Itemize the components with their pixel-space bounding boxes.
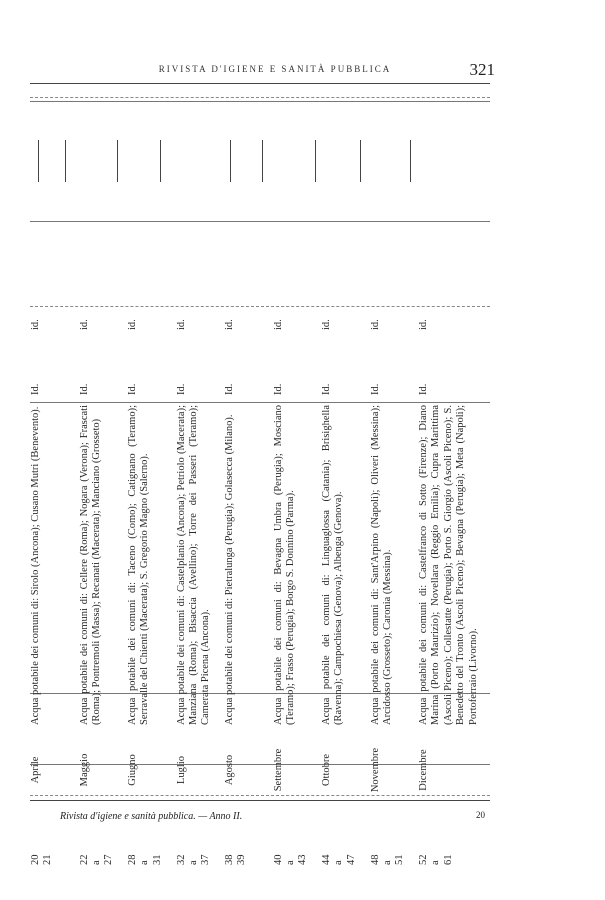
row-id-a: Id. — [418, 383, 429, 395]
row-month: Aprile — [30, 756, 41, 784]
row-number: 44 — [321, 854, 332, 865]
row-id-b: id. — [224, 319, 235, 330]
row-id-b: id. — [272, 319, 284, 330]
records-table — [30, 95, 485, 865]
row-number: 51 — [394, 854, 406, 865]
row-id-b: id. — [321, 319, 332, 330]
row-number: 37 — [200, 854, 212, 865]
row-id-b: id. — [418, 319, 429, 330]
row-number: a — [333, 860, 345, 865]
row-description: Acqua potabile dei comuni di: Linguaglossa (Catania); Brisighella (Ravenna); Campochiesa (Genova); Albenga (Genova). — [321, 405, 345, 725]
row-description: Acqua potabile dei comuni di: Castelplanio (Ancona); Petriolo (Macerata); Manziana (Roma); Bisaccia (Avellino); Torre dei Passeri (Teramo); Camerata Picena (Ancona). — [175, 405, 212, 725]
row-empty-cell — [273, 95, 322, 275]
row-number: 61 — [442, 854, 454, 865]
row-month: Ottobre — [321, 753, 332, 787]
footer-signature: 20 — [476, 810, 485, 820]
row-id-a: Id. — [30, 383, 41, 395]
row-id-a: Id. — [369, 383, 381, 395]
row-id-a: Id. — [127, 383, 138, 395]
row-number: 31 — [151, 854, 163, 865]
row-empty-cell — [30, 95, 79, 275]
table-row — [224, 95, 273, 865]
row-number: 22 — [78, 854, 90, 865]
row-number: a — [139, 860, 151, 865]
row-number: 21 — [42, 854, 54, 865]
row-month: Maggio — [78, 753, 90, 787]
row-id-b: id. — [78, 319, 90, 330]
row-month: Agosto — [224, 754, 235, 786]
row-number: 20 — [30, 854, 41, 865]
row-id-b: id. — [175, 319, 187, 330]
table-row — [79, 95, 128, 865]
row-empty-cell — [127, 95, 176, 275]
row-month: Dicembre — [418, 749, 429, 791]
row-numbers — [321, 809, 370, 865]
row-month: Novembre — [369, 747, 381, 793]
page-number: 321 — [469, 60, 495, 79]
row-description: Acqua potabile dei comuni di: Taceno (Como); Catignano (Teramo); Serravalle del Chienti (Macerata); S. Gregorio Magno (Salerno). — [127, 405, 151, 725]
row-month: Settembre — [272, 748, 284, 792]
footer-journal: Rivista d'igiene e sanità pubblica. — Anno II. — [60, 811, 243, 822]
row-number: a — [284, 860, 296, 865]
table-row — [370, 95, 419, 865]
table-row — [418, 95, 485, 865]
row-id-a: Id. — [321, 383, 332, 395]
row-month: Luglio — [175, 756, 187, 784]
row-description: Acqua potabile dei comuni di: Sirolo (Ancona); Cusano Mutri (Benevento). — [30, 406, 41, 725]
row-id-b: id. — [127, 319, 138, 330]
rotated-table-wrapper — [30, 95, 485, 865]
row-empty-cell — [176, 95, 225, 275]
table-row — [273, 95, 322, 865]
row-number: 39 — [236, 854, 248, 865]
row-number: 47 — [345, 854, 357, 865]
row-empty-cell — [370, 95, 419, 275]
row-id-b: id. — [30, 319, 41, 330]
row-id-b: id. — [369, 319, 381, 330]
row-number: a — [90, 860, 102, 865]
row-number: 38 — [224, 854, 235, 865]
row-empty-cell — [224, 95, 273, 275]
row-description: Acqua potabile dei comuni di: Pietralunga (Perugia); Golasecca (Milano). — [224, 414, 235, 725]
row-number: 52 — [418, 854, 429, 865]
row-number: 32 — [175, 854, 187, 865]
row-month: Giugno — [127, 754, 138, 786]
table-row — [321, 95, 370, 865]
row-id-a: Id. — [272, 383, 284, 395]
table-row — [127, 95, 176, 865]
row-description: Acqua potabile dei comuni di: Castelfranco di Sotto (Firenze); Diano Marina (Porto Maurizio); Novellara (Reggio Emilia); Cupra Marittima (Ascoli Piceno); Collestatte (Perugia); Porto S. Giorgio (Ascoli Piceno); S. Benedetto del Tronto (Ascoli Piceno); Bevagna (Perugia); Meta (Napoli); Portoferraio (Livorno). — [418, 405, 479, 725]
running-title: RIVISTA D'IGIENE E SANITÀ PUBBLICA — [158, 64, 392, 74]
row-description: Acqua potabile dei comuni di: Cellere (Roma); Nogara (Verona); Frascati (Roma); Pontremoli (Massa); Recanati (Macerata); Manciano (Grosseto) — [78, 405, 102, 725]
row-description: Acqua potabile dei comuni di: Sant'Arpino (Napoli); Oliveri (Messina); Arcidosso (Grosseto); Caronia (Messina). — [369, 405, 393, 725]
row-empty-cell — [321, 95, 370, 275]
row-number: a — [381, 860, 393, 865]
row-id-a: Id. — [224, 383, 235, 395]
row-id-a: Id. — [175, 383, 187, 395]
row-number: a — [187, 860, 199, 865]
row-number: a — [430, 860, 442, 865]
row-number: 27 — [103, 854, 115, 865]
row-number: 43 — [297, 854, 309, 865]
row-numbers — [273, 809, 322, 865]
table-row — [176, 95, 225, 865]
header-rule — [30, 83, 490, 84]
row-number: 48 — [369, 854, 381, 865]
row-empty-cell — [79, 95, 128, 275]
row-number: 40 — [272, 854, 284, 865]
row-number: 28 — [127, 854, 138, 865]
row-description: Acqua potabile dei comuni di: Bevagna Umbra (Perugia); Mosciano (Teramo); Frasso (Perugia); Borgo S. Donnino (Parma). — [272, 405, 296, 725]
row-numbers — [370, 809, 419, 865]
row-id-a: Id. — [78, 383, 90, 395]
table-row — [30, 95, 79, 865]
row-empty-cell — [418, 95, 485, 275]
